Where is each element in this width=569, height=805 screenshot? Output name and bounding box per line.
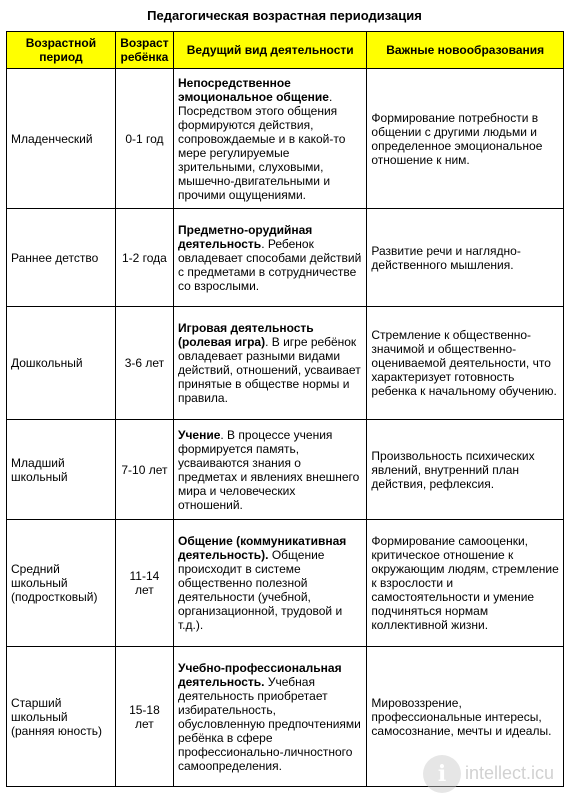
activity-cell [173,420,366,520]
result-cell: Мировоззрение, профессиональные интересы, самосознание, мечты и идеалы. [367,647,564,787]
table-row [7,69,564,209]
result-cell: Формирование потребности в общении с другими людьми и определенное эмоциональное отношение к ним. [367,69,564,209]
result-cell: Стремление к общественно-значимой и общественно-оцениваемой деятельности, что характеризует готовность ребенка к начальному обучению. [367,307,564,420]
period-cell: Младший школьный [7,420,116,520]
period-cell: Младенческий [7,69,116,209]
table-row [7,520,564,647]
period-cell: Старший школьный (ранняя юность) [7,647,116,787]
header-age: Возраст ребёнка [115,32,173,69]
age-cell: 7-10 лет [115,420,173,520]
activity-title: Учебно-профессиональная деятельность. [177,660,342,689]
table-row [7,209,564,307]
age-cell: 11-14 лет [115,520,173,647]
period-cell: Средний школьный (подростковый) [7,520,116,647]
header-activity: Ведущий вид деятельности [173,32,366,69]
activity-cell [173,69,366,209]
watermark-text: intellect.icu [465,763,555,783]
result-cell: Произвольность психических явлений, внутренний план действия, рефлексия. [367,420,564,520]
periodization-table [6,31,564,787]
header-result: Важные новообразования [367,32,564,69]
activity-cell [173,520,366,647]
activity-text: . Ребенок овладевает способами действий с предметами в сотрудничестве со взрослыми. [177,236,362,293]
watermark-logo [423,753,563,797]
page-title: Педагогическая возрастная периодизация [147,8,422,23]
activity-title: Непосредственное эмоциональное общение [177,75,329,104]
activity-cell [173,647,366,787]
activity-text: . В процессе учения формируется память, усваиваются знания о предметах и явлениях внешнего мира и человеческих отношений. [177,427,360,512]
activity-title: Общение (коммуникативная деятельность). [177,534,347,562]
age-cell: 0-1 год [115,69,173,209]
watermark-letter: i [437,761,447,787]
activity-title: Игровая деятельность (ролевая игра) [177,321,314,349]
header-period: Возрастной период [7,32,116,69]
table-row [7,307,564,420]
table-row [7,420,564,520]
result-cell: Формирование самооценки, критическое отношение к окружающим людям, стремление к взрослости и самостоятельности и умение подчиняться нормам коллективной жизни. [367,520,564,647]
activity-title: Учение [177,427,221,442]
age-cell: 1-2 года [115,209,173,307]
table-header-row [7,32,564,69]
activity-text: Общение происходит в системе общественно полезной деятельности (учебной, организационной, трудовой и т.д.). [177,548,343,632]
period-cell: Дошкольный [7,307,116,420]
age-cell: 3-6 лет [115,307,173,420]
activity-text: Учебная деятельность приобретает избирательность, обусловленную предпочтениями ребёнка в сфере профессионально-личностного самоопределения. [177,674,361,773]
age-cell: 15-18 лет [115,647,173,787]
result-cell: Развитие речи и наглядно-действенного мышления. [367,209,564,307]
activity-title: Предметно-орудийная деятельность [177,222,313,251]
period-cell: Раннее детство [7,209,116,307]
activity-text: . Посредством этого общения формируются действия, сопровождаемые и в какой-то мере регулируемые зрительными, слуховыми, мышечно-двигательными и прочими ощущениями. [177,89,346,202]
activity-cell [173,209,366,307]
activity-text: . В игре ребёнок овладевает разными видами действий, отношений, усваивает принятые в обществе нормы и правила. [177,335,361,405]
activity-cell [173,307,366,420]
